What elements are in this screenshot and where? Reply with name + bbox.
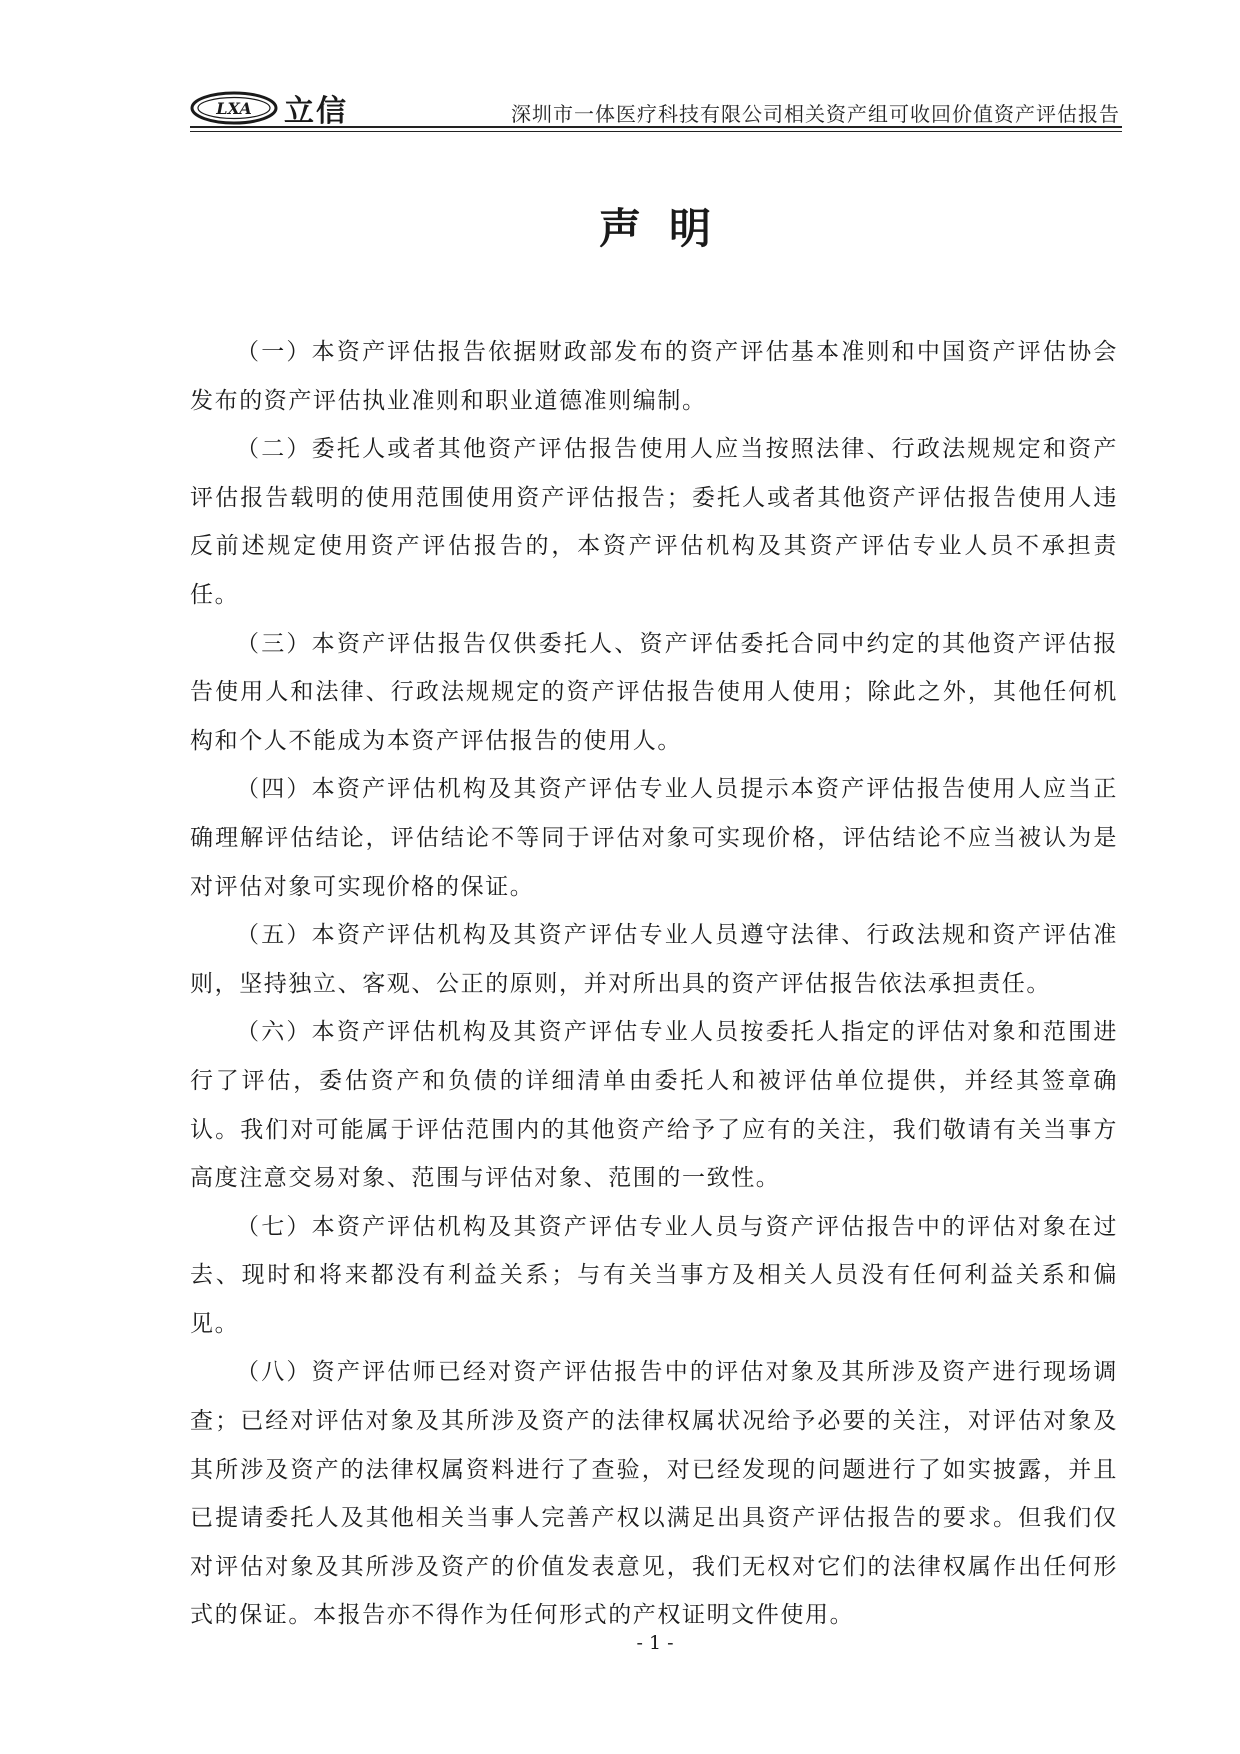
paragraph-6: （六）本资产评估机构及其资产评估专业人员按委托人指定的评估对象和范围进行了评估，委估资产和负债的详细清单由委托人和被评估单位提供，并经其签章确认。我们对可能属于评估范围内的其他资产给予了应有的关注，我们敬请有关当事方高度注意交易对象、范围与评估对象、范围的一致性。 [190,1019,1118,1192]
paragraph-4: （四）本资产评估机构及其资产评估专业人员提示本资产评估报告使用人应当正确理解评估结论，评估结论不等同于评估对象可实现价格，评估结论不应当被认为是对评估对象可实现价格的保证。 [190,776,1118,900]
report-title: 深圳市一体医疗科技有限公司相关资产组可收回价值资产评估报告 [511,102,1120,126]
logo-text: 立信 [284,94,348,129]
paragraph-3: （三）本资产评估报告仅供委托人、资产评估委托合同中约定的其他资产评估报告使用人和法律、行政法规规定的资产评估报告使用人使用；除此之外，其他任何机构和个人不能成为本资产评估报告的使用人。 [190,630,1118,754]
company-logo [190,86,348,130]
paragraph-2: （二）委托人或者其他资产评估报告使用人应当按照法律、行政法规规定和资产评估报告载明的使用范围使用资产评估报告；委托人或者其他资产评估报告使用人违反前述规定使用资产评估报告的，本资产评估机构及其资产评估专业人员不承担责任。 [190,436,1118,608]
page-number: - 1 - [636,1632,674,1654]
lxa-logo-icon [190,91,278,125]
paragraph-5: （五）本资产评估机构及其资产评估专业人员遵守法律、行政法规和资产评估准则，坚持独立、客观、公正的原则，并对所出具的资产评估报告依法承担责任。 [190,922,1118,997]
page-header [190,82,1120,128]
paragraph-8: （八）资产评估师已经对资产评估报告中的评估对象及其所涉及资产进行现场调查；已经对评估对象及其所涉及资产的法律权属状况给予必要的关注，对评估对象及其所涉及资产的法律权属资料进行了查验，对已经发现的问题进行了如实披露，并且已提请委托人及其他相关当事人完善产权以满足出具资产评估报告的要求。但我们仅对评估对象及其所涉及资产的价值发表意见，我们无权对它们的法律权属作出任何形式的保证。本报告亦不得作为任何形式的产权证明文件使用。 [190,1359,1118,1629]
declaration-body [190,328,1118,1640]
header-divider [190,126,1122,128]
paragraph-1: （一）本资产评估报告依据财政部发布的资产评估基本准则和中国资产评估协会发布的资产评估执业准则和职业道德准则编制。 [190,339,1118,414]
paragraph-7: （七）本资产评估机构及其资产评估专业人员与资产评估报告中的评估对象在过去、现时和将来都没有利益关系；与有关当事方及相关人员没有任何利益关系和偏见。 [190,1213,1118,1337]
header-divider-thin [190,131,1122,132]
page-title: 声明 [598,204,739,253]
logo-mark-text: LXA [216,99,252,118]
